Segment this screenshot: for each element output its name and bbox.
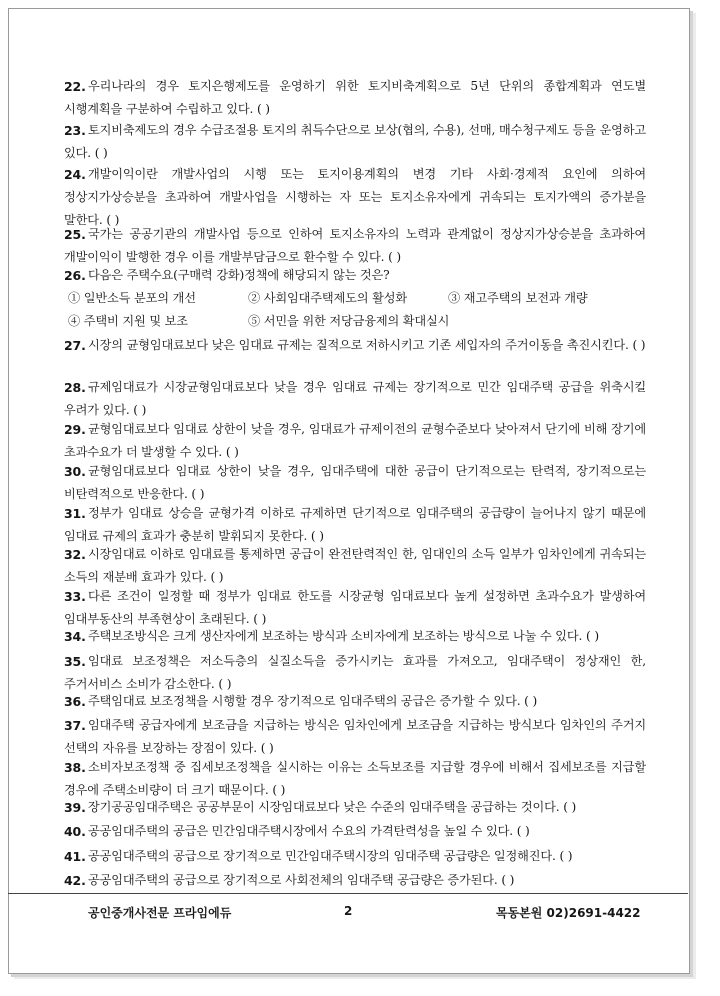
question-number: 39. — [64, 800, 86, 815]
question-text: 국가는 공공기관의 개발사업 등으로 인하여 토지소유자의 노력과 관계없이 정상지가상승분을 초과하여 개발이익이 발행한 경우 이를 개발부담금으로 환수할 수 있다. ( ) — [64, 227, 646, 264]
question-39 — [64, 796, 646, 819]
question-number: 32. — [64, 547, 86, 562]
question-number: 29. — [64, 422, 86, 437]
question-text: 장기공공임대주택은 공공부문이 시장임대료보다 낮은 수준의 임대주택을 공급하는 것이다. ( ) — [88, 800, 577, 814]
question-23 — [64, 119, 646, 165]
question-text: 우리나라의 경우 토지은행제도를 운영하기 위한 토지비축계획으로 5년 단위의 종합계획과 연도별 시행계획을 구분하여 수립하고 있다. ( ) — [64, 79, 646, 116]
question-text: 공공임대주택의 공급으로 장기적으로 사회전체의 임대주택 공급량은 증가된다. ( ) — [88, 873, 515, 887]
question-text: 다른 조건이 일정할 때 정부가 임대료 한도를 시장균형 임대료보다 높게 설정하면 초과수요가 발생하여 임대부동산의 부족현상이 초래된다. ( ) — [64, 589, 646, 626]
question-text: 정부가 임대료 상승을 균형가격 이하로 규제하면 단기적으로 임대주택의 공급량이 늘어나지 않기 때문에 임대료 규제의 효과가 충분히 발휘되지 못한다. ( ) — [64, 506, 646, 543]
question-26 — [64, 264, 646, 287]
question-34 — [64, 625, 646, 648]
question-37 — [64, 714, 646, 760]
question-text: 주택임대료 보조정책을 시행할 경우 장기적으로 임대주택의 공급은 증가할 수 있다. ( ) — [88, 694, 538, 708]
question-number: 23. — [64, 123, 86, 138]
question-text: 시장의 균형임대료보다 낮은 임대료 규제는 질적으로 저하시키고 기존 세입자의 주거이동을 촉진시킨다. ( ) — [88, 338, 646, 352]
option-2: ② 사회임대주택제도의 활성화 — [248, 291, 407, 305]
question-text: 임대료 보조정책은 저소득층의 실질소득을 증가시키는 효과를 가져오고, 임대주택이 정상재인 한, 주거서비스 소비가 감소한다. ( ) — [64, 654, 646, 691]
footer-page-number: 2 — [344, 904, 353, 918]
footer-divider — [8, 893, 688, 894]
question-text: 균형임대료보다 임대료 상한이 낮을 경우, 임대료가 규제이전의 균형수준보다 낮아져서 단기에 비해 장기에 초과수요가 더 발생할 수 있다. ( ) — [64, 422, 646, 459]
question-number: 37. — [64, 718, 86, 733]
question-number: 40. — [64, 824, 86, 839]
question-text: 주택보조방식은 크게 생산자에게 보조하는 방식과 소비자에게 보조하는 방식으로 나눌 수 있다. ( ) — [88, 629, 599, 643]
question-number: 30. — [64, 464, 86, 479]
question-30 — [64, 460, 646, 506]
question-text: 다음은 주택수요(구매력 강화)정책에 해당되지 않는 것은? — [88, 268, 390, 282]
question-number: 24. — [64, 167, 86, 182]
question-number: 27. — [64, 338, 86, 353]
question-text: 공공임대주택의 공급은 민간임대주택시장에서 수요의 가격탄력성을 높일 수 있다. ( ) — [88, 824, 530, 838]
question-text: 개발이익이란 개발사업의 시행 또는 토지이용계획의 변경 기타 사회·경제적 요인에 의하여 정상지가상승분을 초과하여 개발사업을 시행하는 자 또는 토지소유자에게 귀속되는 토지가액의 증가분을 말한다. ( ) — [64, 167, 646, 227]
question-text: 시장임대료 이하로 임대료를 통제하면 공급이 완전탄력적인 한, 임대인의 소득 일부가 임차인에게 귀속되는 소득의 재분배 효과가 있다. ( ) — [64, 547, 646, 584]
question-number: 25. — [64, 227, 86, 242]
question-28 — [64, 376, 646, 422]
question-31 — [64, 502, 646, 548]
question-text: 규제임대료가 시장균형임대료보다 낮을 경우 임대료 규제는 장기적으로 민간 임대주택 공급을 위축시킬 우려가 있다. ( ) — [64, 380, 646, 417]
option-5: ⑤ 서민을 위한 저당금융제의 확대실시 — [248, 314, 450, 328]
question-text: 소비자보조정책 중 집세보조정책을 실시하는 이유는 소득보조를 지급할 경우에 비해서 집세보조를 지급할 경우에 주택소비량이 더 크기 때문이다. ( ) — [64, 760, 646, 797]
question-36 — [64, 690, 646, 713]
question-40 — [64, 820, 646, 843]
question-text: 임대주택 공급자에게 보조금을 지급하는 방식은 임차인에게 보조금을 지급하는 방식보다 임차인의 주거지 선택의 자유를 보장하는 장점이 있다. ( ) — [64, 718, 646, 755]
option-1: ① 일반소득 분포의 개선 — [68, 291, 196, 305]
question-number: 28. — [64, 380, 86, 395]
question-number: 31. — [64, 506, 86, 521]
question-number: 34. — [64, 629, 86, 644]
question-22 — [64, 75, 646, 121]
question-24 — [64, 163, 646, 232]
option-3: ③ 재고주택의 보전과 개량 — [448, 291, 588, 305]
question-text: 토지비축제도의 경우 수급조절용 토지의 취득수단으로 보상(협의, 수용), 선매, 매수청구제도 등을 운영하고 있다. ( ) — [64, 123, 646, 160]
question-42 — [64, 869, 646, 892]
question-number: 22. — [64, 79, 86, 94]
question-41 — [64, 845, 646, 868]
question-number: 36. — [64, 694, 86, 709]
footer-contact: 목동본원 02)2691-4422 — [496, 906, 641, 920]
question-text: 공공임대주택의 공급으로 장기적으로 민간임대주택시장의 임대주택 공급량은 일정해진다. ( ) — [88, 849, 573, 863]
option-4: ④ 주택비 지원 및 보조 — [68, 314, 188, 328]
question-number: 26. — [64, 268, 86, 283]
question-number: 35. — [64, 654, 86, 669]
question-27 — [64, 334, 646, 357]
question-text: 균형임대료보다 임대료 상한이 낮을 경우, 임대주택에 대한 공급이 단기적으로는 탄력적, 장기적으로는 비탄력적으로 반응한다. ( ) — [64, 464, 646, 501]
question-32 — [64, 543, 646, 589]
footer-academy: 공인중개사전문 프라임에듀 — [88, 906, 232, 920]
question-25 — [64, 223, 646, 269]
question-29 — [64, 418, 646, 464]
question-number: 33. — [64, 589, 86, 604]
question-number: 38. — [64, 760, 86, 775]
question-number: 42. — [64, 873, 86, 888]
question-number: 41. — [64, 849, 86, 864]
